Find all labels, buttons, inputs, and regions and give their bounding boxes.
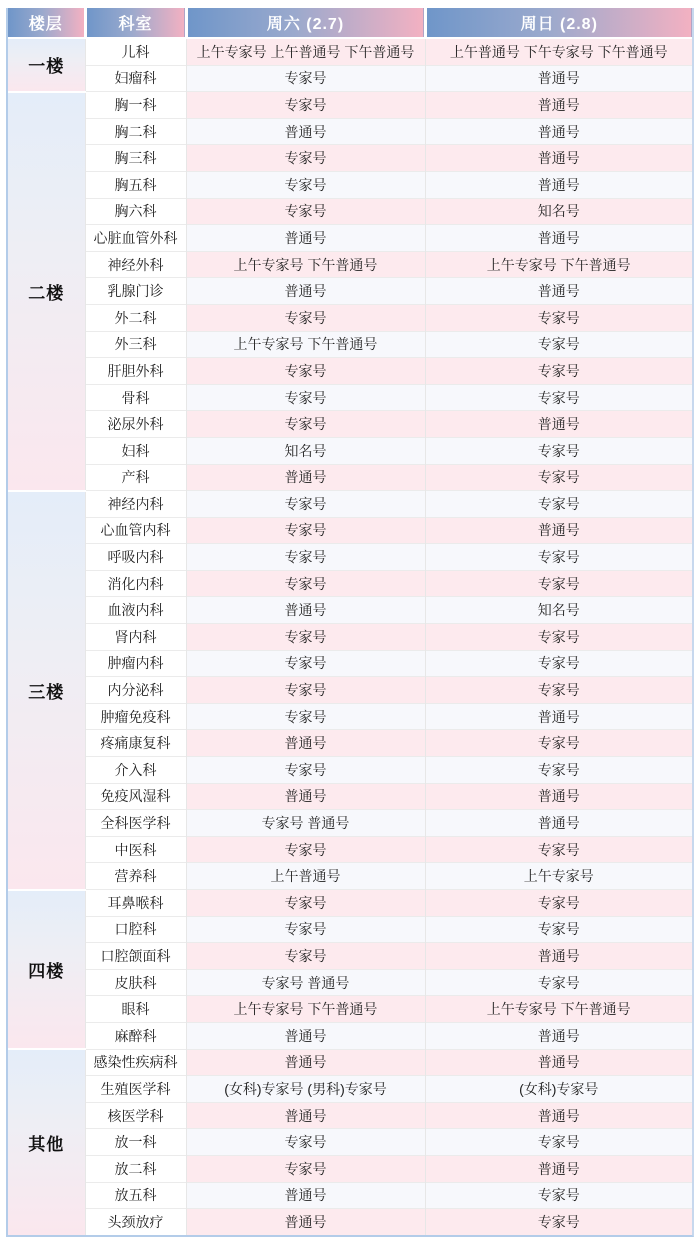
saturday-cell: 知名号 bbox=[186, 437, 425, 464]
department-cell: 皮肤科 bbox=[85, 969, 186, 996]
department-cell: 放五科 bbox=[85, 1182, 186, 1209]
department-cell: 消化内科 bbox=[85, 570, 186, 597]
department-cell: 免疫风湿科 bbox=[85, 783, 186, 810]
saturday-cell: 上午专家号 上午普通号 下午普通号 bbox=[186, 38, 425, 65]
saturday-cell: 专家号 bbox=[186, 384, 425, 411]
department-cell: 骨科 bbox=[85, 384, 186, 411]
schedule-row bbox=[8, 996, 692, 1023]
department-cell: 眼科 bbox=[85, 996, 186, 1023]
department-cell: 心血管内科 bbox=[85, 517, 186, 544]
schedule-row bbox=[8, 225, 692, 252]
schedule-row bbox=[8, 783, 692, 810]
sunday-cell: 专家号 bbox=[425, 969, 692, 996]
schedule-row bbox=[8, 943, 692, 970]
sunday-cell: 专家号 bbox=[425, 437, 692, 464]
saturday-cell: 上午专家号 下午普通号 bbox=[186, 331, 425, 358]
saturday-cell: 普通号 bbox=[186, 1209, 425, 1235]
saturday-cell: 专家号 bbox=[186, 92, 425, 119]
sunday-cell: 专家号 bbox=[425, 384, 692, 411]
schedule-row bbox=[8, 1209, 692, 1235]
department-cell: 儿科 bbox=[85, 38, 186, 65]
schedule-row bbox=[8, 597, 692, 624]
saturday-cell: 普通号 bbox=[186, 225, 425, 252]
department-cell: 神经内科 bbox=[85, 491, 186, 518]
schedule-row bbox=[8, 38, 692, 65]
department-cell: 心脏血管外科 bbox=[85, 225, 186, 252]
sunday-cell: 专家号 bbox=[425, 358, 692, 385]
floor-cell: 其他 bbox=[8, 1049, 85, 1235]
schedule-row bbox=[8, 304, 692, 331]
sunday-cell: 上午专家号 下午普通号 bbox=[425, 251, 692, 278]
saturday-cell: 专家号 bbox=[186, 650, 425, 677]
department-cell: 介入科 bbox=[85, 757, 186, 784]
saturday-cell: 专家号 bbox=[186, 198, 425, 225]
sunday-cell: 上午专家号 下午普通号 bbox=[425, 996, 692, 1023]
department-cell: 胸三科 bbox=[85, 145, 186, 172]
saturday-cell: 专家号 bbox=[186, 1129, 425, 1156]
sunday-cell: 普通号 bbox=[425, 1049, 692, 1076]
sunday-cell: 普通号 bbox=[425, 225, 692, 252]
saturday-cell: 专家号 bbox=[186, 703, 425, 730]
sunday-cell: 专家号 bbox=[425, 1209, 692, 1235]
saturday-cell: 普通号 bbox=[186, 1049, 425, 1076]
saturday-cell: 专家号 bbox=[186, 890, 425, 917]
department-cell: 口腔科 bbox=[85, 916, 186, 943]
saturday-cell: 专家号 bbox=[186, 145, 425, 172]
department-cell: 胸二科 bbox=[85, 118, 186, 145]
department-cell: 胸一科 bbox=[85, 92, 186, 119]
header-sunday: 周日 (2.8) bbox=[425, 8, 692, 38]
header-row bbox=[8, 8, 692, 38]
sunday-cell: 专家号 bbox=[425, 1182, 692, 1209]
saturday-cell: 普通号 bbox=[186, 118, 425, 145]
schedule-row bbox=[8, 1182, 692, 1209]
sunday-cell: 知名号 bbox=[425, 597, 692, 624]
sunday-cell: 上午专家号 bbox=[425, 863, 692, 890]
department-cell: 肾内科 bbox=[85, 624, 186, 651]
sunday-cell: 普通号 bbox=[425, 118, 692, 145]
saturday-cell: 专家号 bbox=[186, 491, 425, 518]
schedule-row bbox=[8, 890, 692, 917]
saturday-cell: 上午普通号 bbox=[186, 863, 425, 890]
sunday-cell: 普通号 bbox=[425, 145, 692, 172]
saturday-cell: 上午专家号 下午普通号 bbox=[186, 996, 425, 1023]
sunday-cell: 专家号 bbox=[425, 730, 692, 757]
sunday-cell: 专家号 bbox=[425, 1129, 692, 1156]
department-cell: 生殖医学科 bbox=[85, 1076, 186, 1103]
department-cell: 麻醉科 bbox=[85, 1022, 186, 1049]
sunday-cell: 专家号 bbox=[425, 544, 692, 571]
saturday-cell: 上午专家号 下午普通号 bbox=[186, 251, 425, 278]
department-cell: 外三科 bbox=[85, 331, 186, 358]
schedule-row bbox=[8, 65, 692, 92]
department-cell: 中医科 bbox=[85, 836, 186, 863]
schedule-row bbox=[8, 810, 692, 837]
department-cell: 胸五科 bbox=[85, 171, 186, 198]
saturday-cell: 专家号 bbox=[186, 677, 425, 704]
department-cell: 放一科 bbox=[85, 1129, 186, 1156]
department-cell: 疼痛康复科 bbox=[85, 730, 186, 757]
department-cell: 乳腺门诊 bbox=[85, 278, 186, 305]
sunday-cell: 普通号 bbox=[425, 1155, 692, 1182]
sunday-cell: 普通号 bbox=[425, 810, 692, 837]
saturday-cell: 普通号 bbox=[186, 1102, 425, 1129]
schedule-row bbox=[8, 544, 692, 571]
sunday-cell: 普通号 bbox=[425, 517, 692, 544]
schedule-row bbox=[8, 171, 692, 198]
schedule-row bbox=[8, 677, 692, 704]
schedule-row bbox=[8, 278, 692, 305]
sunday-cell: 专家号 bbox=[425, 491, 692, 518]
sunday-cell: 专家号 bbox=[425, 624, 692, 651]
sunday-cell: 专家号 bbox=[425, 757, 692, 784]
department-cell: 全科医学科 bbox=[85, 810, 186, 837]
department-cell: 放二科 bbox=[85, 1155, 186, 1182]
saturday-cell: 专家号 普通号 bbox=[186, 969, 425, 996]
saturday-cell: 专家号 bbox=[186, 624, 425, 651]
schedule-row bbox=[8, 411, 692, 438]
saturday-cell: 普通号 bbox=[186, 783, 425, 810]
schedule-row bbox=[8, 358, 692, 385]
department-cell: 胸六科 bbox=[85, 198, 186, 225]
department-cell: 外二科 bbox=[85, 304, 186, 331]
department-cell: 妇科 bbox=[85, 437, 186, 464]
saturday-cell: 专家号 bbox=[186, 1155, 425, 1182]
department-cell: 肿瘤免疫科 bbox=[85, 703, 186, 730]
schedule-row bbox=[8, 251, 692, 278]
saturday-cell: 普通号 bbox=[186, 464, 425, 491]
schedule-row bbox=[8, 916, 692, 943]
saturday-cell: 专家号 bbox=[186, 171, 425, 198]
sunday-cell: 专家号 bbox=[425, 677, 692, 704]
floor-cell: 四楼 bbox=[8, 890, 85, 1050]
sunday-cell: 普通号 bbox=[425, 411, 692, 438]
saturday-cell: 普通号 bbox=[186, 597, 425, 624]
department-cell: 内分泌科 bbox=[85, 677, 186, 704]
schedule-row bbox=[8, 1129, 692, 1156]
header-floor: 楼层 bbox=[8, 8, 85, 38]
sunday-cell: 专家号 bbox=[425, 650, 692, 677]
saturday-cell: 专家号 bbox=[186, 517, 425, 544]
header-department: 科室 bbox=[85, 8, 186, 38]
saturday-cell: 专家号 bbox=[186, 757, 425, 784]
department-cell: 妇瘤科 bbox=[85, 65, 186, 92]
sunday-cell: 上午普通号 下午专家号 下午普通号 bbox=[425, 38, 692, 65]
saturday-cell: 专家号 bbox=[186, 570, 425, 597]
department-cell: 产科 bbox=[85, 464, 186, 491]
schedule-row bbox=[8, 863, 692, 890]
schedule-row bbox=[8, 1076, 692, 1103]
department-cell: 营养科 bbox=[85, 863, 186, 890]
schedule-row bbox=[8, 969, 692, 996]
saturday-cell: 专家号 bbox=[186, 544, 425, 571]
saturday-cell: 普通号 bbox=[186, 1182, 425, 1209]
sunday-cell: 专家号 bbox=[425, 836, 692, 863]
saturday-cell: (女科)专家号 (男科)专家号 bbox=[186, 1076, 425, 1103]
saturday-cell: 专家号 bbox=[186, 836, 425, 863]
schedule-row bbox=[8, 118, 692, 145]
schedule-row bbox=[8, 730, 692, 757]
saturday-cell: 普通号 bbox=[186, 278, 425, 305]
schedule-row bbox=[8, 145, 692, 172]
sunday-cell: 普通号 bbox=[425, 943, 692, 970]
saturday-cell: 专家号 bbox=[186, 358, 425, 385]
schedule-row bbox=[8, 384, 692, 411]
saturday-cell: 专家号 普通号 bbox=[186, 810, 425, 837]
sunday-cell: 普通号 bbox=[425, 171, 692, 198]
sunday-cell: (女科)专家号 bbox=[425, 1076, 692, 1103]
sunday-cell: 专家号 bbox=[425, 304, 692, 331]
saturday-cell: 专家号 bbox=[186, 304, 425, 331]
floor-cell: 三楼 bbox=[8, 491, 85, 890]
schedule-row bbox=[8, 1022, 692, 1049]
sunday-cell: 普通号 bbox=[425, 783, 692, 810]
sunday-cell: 普通号 bbox=[425, 92, 692, 119]
schedule-body bbox=[8, 38, 692, 1235]
schedule-row bbox=[8, 92, 692, 119]
saturday-cell: 普通号 bbox=[186, 730, 425, 757]
schedule-row bbox=[8, 703, 692, 730]
saturday-cell: 普通号 bbox=[186, 1022, 425, 1049]
department-cell: 泌尿外科 bbox=[85, 411, 186, 438]
schedule-row bbox=[8, 1049, 692, 1076]
floor-cell: 一楼 bbox=[8, 38, 85, 92]
header-saturday: 周六 (2.7) bbox=[186, 8, 425, 38]
schedule-row bbox=[8, 757, 692, 784]
sunday-cell: 专家号 bbox=[425, 464, 692, 491]
schedule-table-container bbox=[6, 8, 694, 1237]
department-cell: 核医学科 bbox=[85, 1102, 186, 1129]
schedule-table bbox=[8, 8, 692, 1235]
sunday-cell: 专家号 bbox=[425, 331, 692, 358]
sunday-cell: 普通号 bbox=[425, 1022, 692, 1049]
schedule-row bbox=[8, 650, 692, 677]
schedule-row bbox=[8, 1155, 692, 1182]
saturday-cell: 专家号 bbox=[186, 65, 425, 92]
saturday-cell: 专家号 bbox=[186, 411, 425, 438]
schedule-row bbox=[8, 437, 692, 464]
schedule-row bbox=[8, 491, 692, 518]
saturday-cell: 专家号 bbox=[186, 916, 425, 943]
schedule-row bbox=[8, 331, 692, 358]
schedule-row bbox=[8, 836, 692, 863]
sunday-cell: 知名号 bbox=[425, 198, 692, 225]
schedule-row bbox=[8, 198, 692, 225]
department-cell: 血液内科 bbox=[85, 597, 186, 624]
department-cell: 感染性疾病科 bbox=[85, 1049, 186, 1076]
sunday-cell: 专家号 bbox=[425, 890, 692, 917]
schedule-row bbox=[8, 570, 692, 597]
department-cell: 耳鼻喉科 bbox=[85, 890, 186, 917]
schedule-row bbox=[8, 624, 692, 651]
saturday-cell: 专家号 bbox=[186, 943, 425, 970]
schedule-row bbox=[8, 464, 692, 491]
floor-cell: 二楼 bbox=[8, 92, 85, 491]
sunday-cell: 专家号 bbox=[425, 570, 692, 597]
department-cell: 头颈放疗 bbox=[85, 1209, 186, 1235]
department-cell: 口腔颌面科 bbox=[85, 943, 186, 970]
sunday-cell: 普通号 bbox=[425, 65, 692, 92]
department-cell: 呼吸内科 bbox=[85, 544, 186, 571]
department-cell: 神经外科 bbox=[85, 251, 186, 278]
department-cell: 肝胆外科 bbox=[85, 358, 186, 385]
schedule-row bbox=[8, 517, 692, 544]
schedule-row bbox=[8, 1102, 692, 1129]
sunday-cell: 普通号 bbox=[425, 703, 692, 730]
sunday-cell: 专家号 bbox=[425, 916, 692, 943]
sunday-cell: 普通号 bbox=[425, 1102, 692, 1129]
department-cell: 肿瘤内科 bbox=[85, 650, 186, 677]
sunday-cell: 普通号 bbox=[425, 278, 692, 305]
